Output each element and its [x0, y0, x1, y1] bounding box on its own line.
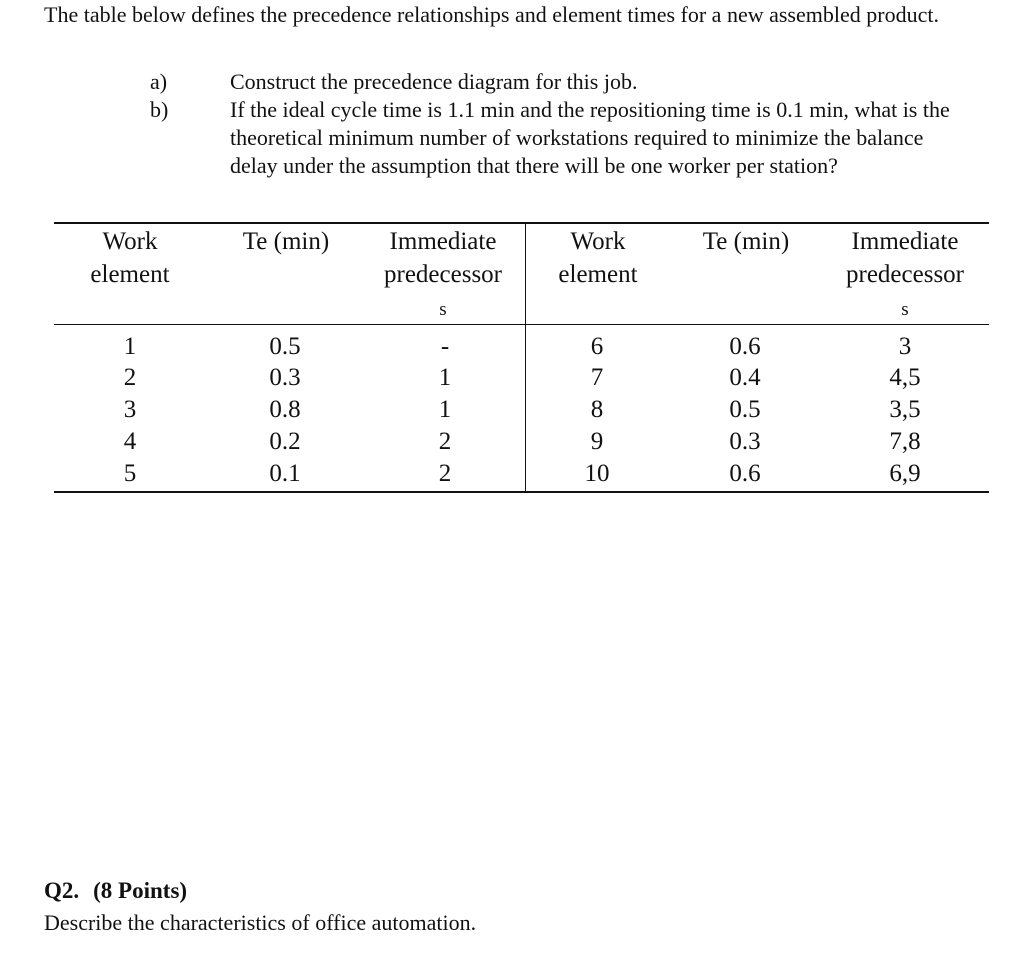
row7-te: 0.4: [729, 364, 761, 391]
row7-pred: 4,5: [889, 364, 921, 391]
row5-pred: 2: [438, 460, 452, 487]
header-pred-right-3: s: [901, 299, 909, 320]
header-pred-right-1: Immediate: [851, 228, 959, 255]
q2-number: Q2.: [44, 878, 80, 903]
row8-te: 0.5: [729, 396, 761, 423]
row9-element: 9: [590, 428, 604, 455]
row6-pred: 3: [898, 333, 912, 360]
header-pred-left-1: Immediate: [389, 228, 497, 255]
header-te-right: Te (min): [702, 228, 790, 255]
row1-pred: -: [440, 333, 450, 360]
row4-element: 4: [123, 428, 137, 455]
part-a-label: a): [150, 69, 168, 94]
q2-points: (8 Points): [93, 878, 188, 903]
part-a-text: Construct the precedence diagram for this job.: [230, 69, 638, 94]
row4-te: 0.2: [269, 428, 301, 455]
row10-element: 10: [584, 460, 610, 487]
part-b-text: If the ideal cycle time is 1.1 min and the repositioning time is 0.1 min, what is the theoretical minimum number of workstations required to minimize the balance delay under the assumption that there will be one worker per station?: [230, 97, 950, 178]
row10-te: 0.6: [729, 460, 761, 487]
row5-te: 0.1: [269, 460, 301, 487]
row10-pred: 6,9: [889, 460, 921, 487]
header-pred-left-2: predecessor: [384, 261, 502, 288]
header-pred-left-3: s: [439, 299, 447, 320]
header-work-right: Work: [570, 228, 626, 255]
row6-te: 0.6: [729, 333, 761, 360]
row9-te: 0.3: [729, 428, 761, 455]
row3-pred: 1: [438, 396, 452, 423]
q2-prompt: Describe the characteristics of office automation.: [44, 910, 477, 935]
row7-element: 7: [590, 364, 604, 391]
row2-te: 0.3: [269, 364, 301, 391]
row8-pred: 3,5: [889, 396, 921, 423]
table-center-divider: [525, 222, 526, 492]
header-element-right: element: [558, 261, 638, 288]
row3-element: 3: [123, 396, 137, 423]
row9-pred: 7,8: [889, 428, 921, 455]
table-header-rule: [54, 324, 989, 325]
header-element-left: element: [90, 261, 170, 288]
row8-element: 8: [590, 396, 604, 423]
row1-te: 0.5: [269, 333, 301, 360]
header-work-left: Work: [102, 228, 158, 255]
row2-element: 2: [123, 364, 137, 391]
row3-te: 0.8: [269, 396, 301, 423]
part-b-label: b): [150, 97, 169, 122]
row4-pred: 2: [438, 428, 452, 455]
row5-element: 5: [123, 460, 137, 487]
header-pred-right-2: predecessor: [846, 261, 964, 288]
q2-heading: [44, 876, 187, 906]
table-top-rule: [54, 222, 989, 224]
row6-element: 6: [590, 333, 604, 360]
row2-pred: 1: [438, 364, 452, 391]
header-te-left: Te (min): [242, 228, 330, 255]
row1-element: 1: [123, 333, 137, 360]
intro-paragraph: The table below defines the precedence relationships and element times for a new assembled product.: [44, 2, 939, 27]
table-bottom-rule: [54, 491, 989, 493]
